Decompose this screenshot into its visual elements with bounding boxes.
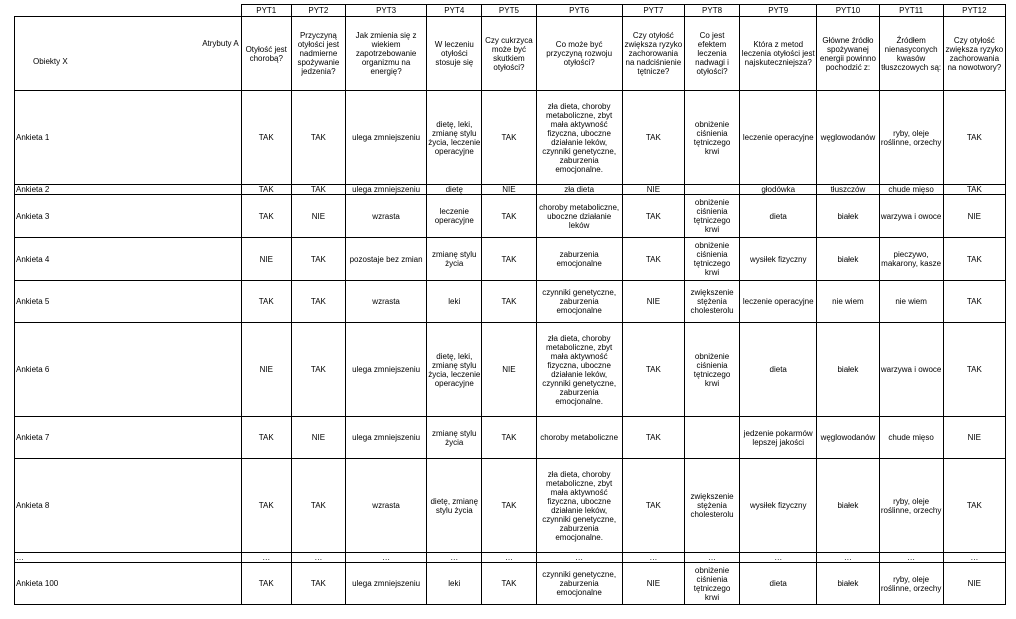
answer-cell: TAK	[622, 91, 684, 185]
answer-cell: białek	[817, 238, 879, 281]
answer-cell: NIE	[622, 563, 684, 605]
answer-cell: NIE	[943, 563, 1005, 605]
column-header-8: PYT8	[684, 5, 739, 17]
question-cell-5: Czy cukrzyca może być skutkiem otyłości?	[482, 17, 536, 91]
survey-table	[14, 4, 1006, 605]
table-row	[15, 281, 1006, 323]
question-row	[15, 17, 1006, 91]
answer-cell: dietę	[427, 185, 482, 195]
answer-cell: pozostaje bez zmian	[345, 238, 426, 281]
answer-cell: TAK	[943, 91, 1005, 185]
table-row	[15, 459, 1006, 553]
question-cell-10: Główne źródło spożywanej energii powinno pochodzić z:	[817, 17, 879, 91]
column-header-4: PYT4	[427, 5, 482, 17]
answer-cell: …	[536, 553, 622, 563]
answer-cell: TAK	[622, 417, 684, 459]
corner-cell	[15, 17, 242, 91]
answer-cell: NIE	[943, 417, 1005, 459]
answer-cell: …	[241, 553, 291, 563]
answer-cell: białek	[817, 563, 879, 605]
column-header-11: PYT11	[879, 5, 943, 17]
answer-cell: ulega zmniejszeniu	[345, 91, 426, 185]
answer-cell: TAK	[622, 459, 684, 553]
row-label: Ankieta 5	[15, 281, 242, 323]
answer-cell: dietę, leki, zmianę stylu życia, leczenie operacyjne	[427, 91, 482, 185]
column-header-9: PYT9	[740, 5, 817, 17]
answer-cell	[684, 185, 739, 195]
answer-cell: wzrasta	[345, 281, 426, 323]
answer-cell: …	[622, 553, 684, 563]
column-header-row	[15, 5, 1006, 17]
answer-cell: …	[482, 553, 536, 563]
answer-cell: białek	[817, 323, 879, 417]
answer-cell: choroby metaboliczne	[536, 417, 622, 459]
answer-cell: TAK	[291, 281, 345, 323]
answer-cell: …	[943, 553, 1005, 563]
answer-cell: zła dieta, choroby metaboliczne, zbyt mała aktywność fizyczna, uboczne działanie leków, czynniki genetyczne, zaburzenia emocjonalne.	[536, 91, 622, 185]
answer-cell: wzrasta	[345, 195, 426, 238]
row-label: Ankieta 4	[15, 238, 242, 281]
row-label: Ankieta 7	[15, 417, 242, 459]
answer-cell: TAK	[241, 281, 291, 323]
table-row	[15, 195, 1006, 238]
answer-cell: TAK	[241, 195, 291, 238]
answer-cell: …	[427, 553, 482, 563]
answer-cell: czynniki genetyczne, zaburzenia emocjonalne	[536, 563, 622, 605]
row-label: Ankieta 100	[15, 563, 242, 605]
answer-cell: TAK	[622, 195, 684, 238]
table-row	[15, 91, 1006, 185]
answer-cell: TAK	[241, 185, 291, 195]
row-label: Ankieta 6	[15, 323, 242, 417]
answer-cell: NIE	[482, 185, 536, 195]
answer-cell: choroby metaboliczne, uboczne działanie leków	[536, 195, 622, 238]
answer-cell: dietę, leki, zmianę stylu życia, leczenie operacyjne	[427, 323, 482, 417]
table-row	[15, 323, 1006, 417]
objects-label: Obiekty X	[33, 57, 68, 66]
column-header-2: PYT2	[291, 5, 345, 17]
answer-cell: ryby, oleje roślinne, orzechy	[879, 91, 943, 185]
answer-cell: zmianę stylu życia	[427, 238, 482, 281]
column-header-1: PYT1	[241, 5, 291, 17]
answer-cell: ulega zmniejszeniu	[345, 185, 426, 195]
column-header-6: PYT6	[536, 5, 622, 17]
question-cell-7: Czy otyłość zwiększa ryzyko zachorowania na nadciśnienie tętnicze?	[622, 17, 684, 91]
answer-cell: TAK	[241, 459, 291, 553]
answer-cell: …	[740, 553, 817, 563]
answer-cell: TAK	[241, 563, 291, 605]
row-label: Ankieta 3	[15, 195, 242, 238]
answer-cell: …	[291, 553, 345, 563]
answer-cell: dieta	[740, 195, 817, 238]
answer-cell: TAK	[241, 417, 291, 459]
answer-cell: TAK	[943, 459, 1005, 553]
table-row	[15, 417, 1006, 459]
question-cell-12: Czy otyłość zwiększa ryzyko zachorowania na nowotwory?	[943, 17, 1005, 91]
answer-cell: TAK	[291, 323, 345, 417]
table-row	[15, 238, 1006, 281]
answer-cell: ulega zmniejszeniu	[345, 563, 426, 605]
answer-cell: NIE	[482, 323, 536, 417]
answer-cell: głodówka	[740, 185, 817, 195]
question-cell-2: Przyczyną otyłości jest nadmierne spożywanie jedzenia?	[291, 17, 345, 91]
answer-cell: białek	[817, 195, 879, 238]
answer-cell: leczenie operacyjne	[740, 281, 817, 323]
answer-cell: zwiększenie stężenia cholesterolu	[684, 281, 739, 323]
answer-cell: TAK	[482, 238, 536, 281]
answer-cell: leczenie operacyjne	[427, 195, 482, 238]
answer-cell: TAK	[943, 238, 1005, 281]
answer-cell: leki	[427, 563, 482, 605]
answer-cell: TAK	[482, 563, 536, 605]
answer-cell: wzrasta	[345, 459, 426, 553]
answer-cell: ulega zmniejszeniu	[345, 417, 426, 459]
answer-cell: nie wiem	[817, 281, 879, 323]
answer-cell: NIE	[241, 323, 291, 417]
answer-cell: obniżenie ciśnienia tętniczego krwi	[684, 195, 739, 238]
answer-cell: NIE	[241, 238, 291, 281]
answer-cell: …	[684, 553, 739, 563]
row-label: Ankieta 8	[15, 459, 242, 553]
answer-cell: dieta	[740, 323, 817, 417]
answer-cell: wysiłek fizyczny	[740, 459, 817, 553]
answer-cell: TAK	[291, 185, 345, 195]
corner-top	[15, 5, 242, 17]
answer-cell: zła dieta	[536, 185, 622, 195]
column-header-3: PYT3	[345, 5, 426, 17]
answer-cell: leczenie operacyjne	[740, 91, 817, 185]
answer-cell: obniżenie ciśnienia tętniczego krwi	[684, 238, 739, 281]
column-header-7: PYT7	[622, 5, 684, 17]
answer-cell: TAK	[291, 563, 345, 605]
question-cell-11: Źródłem nienasyconych kwasów tłuszczowych są:	[879, 17, 943, 91]
answer-cell: chude mięso	[879, 417, 943, 459]
answer-cell: …	[879, 553, 943, 563]
answer-cell: węglowodanów	[817, 91, 879, 185]
answer-cell: TAK	[482, 91, 536, 185]
answer-cell: TAK	[622, 323, 684, 417]
question-cell-8: Co jest efektem leczenia nadwagi i otyłości?	[684, 17, 739, 91]
question-cell-9: Która z metod leczenia otyłości jest najskuteczniejsza?	[740, 17, 817, 91]
question-cell-4: W leczeniu otyłości stosuje się	[427, 17, 482, 91]
answer-cell: obniżenie ciśnienia tętniczego krwi	[684, 563, 739, 605]
question-cell-6: Co może być przyczyną rozwoju otyłości?	[536, 17, 622, 91]
answer-cell: ulega zmniejszeniu	[345, 323, 426, 417]
attributes-label: Atrybuty A	[202, 39, 239, 48]
row-label: Ankieta 2	[15, 185, 242, 195]
answer-cell: NIE	[622, 185, 684, 195]
row-label: …	[15, 553, 242, 563]
answer-cell: …	[345, 553, 426, 563]
table-row	[15, 185, 1006, 195]
table-row	[15, 563, 1006, 605]
answer-cell: czynniki genetyczne, zaburzenia emocjonalne	[536, 281, 622, 323]
answer-cell: leki	[427, 281, 482, 323]
answer-cell: TAK	[291, 238, 345, 281]
answer-cell: dieta	[740, 563, 817, 605]
answer-cell: TAK	[622, 238, 684, 281]
column-header-12: PYT12	[943, 5, 1005, 17]
column-header-10: PYT10	[817, 5, 879, 17]
answer-cell	[684, 417, 739, 459]
answer-cell: obniżenie ciśnienia tętniczego krwi	[684, 323, 739, 417]
answer-cell: chude mięso	[879, 185, 943, 195]
question-cell-3: Jak zmienia się z wiekiem zapotrzebowanie organizmu na energię?	[345, 17, 426, 91]
answer-cell: TAK	[241, 91, 291, 185]
answer-cell: warzywa i owoce	[879, 195, 943, 238]
answer-cell: TAK	[943, 323, 1005, 417]
answer-cell: NIE	[291, 417, 345, 459]
question-cell-1: Otyłość jest chorobą?	[241, 17, 291, 91]
answer-cell: zła dieta, choroby metaboliczne, zbyt mała aktywność fizyczna, uboczne działanie leków, czynniki genetyczne, zaburzenia emocjonalne.	[536, 459, 622, 553]
answer-cell: TAK	[943, 281, 1005, 323]
answer-cell: TAK	[291, 459, 345, 553]
answer-cell: pieczywo, makarony, kasze	[879, 238, 943, 281]
answer-cell: TAK	[482, 195, 536, 238]
answer-cell: zaburzenia emocjonalne	[536, 238, 622, 281]
answer-cell: NIE	[291, 195, 345, 238]
answer-cell: TAK	[482, 417, 536, 459]
answer-cell: dietę, zmianę stylu życia	[427, 459, 482, 553]
answer-cell: …	[817, 553, 879, 563]
table-row	[15, 553, 1006, 563]
answer-cell: jedzenie pokarmów lepszej jakości	[740, 417, 817, 459]
answer-cell: zmianę stylu życia	[427, 417, 482, 459]
answer-cell: obniżenie ciśnienia tętniczego krwi	[684, 91, 739, 185]
answer-cell: ryby, oleje roślinne, orzechy	[879, 459, 943, 553]
answer-cell: nie wiem	[879, 281, 943, 323]
answer-cell: zła dieta, choroby metaboliczne, zbyt mała aktywność fizyczna, uboczne działanie leków, czynniki genetyczne, zaburzenia emocjonalne.	[536, 323, 622, 417]
answer-cell: NIE	[943, 195, 1005, 238]
answer-cell: warzywa i owoce	[879, 323, 943, 417]
answer-cell: TAK	[482, 281, 536, 323]
answer-cell: wysiłek fizyczny	[740, 238, 817, 281]
answer-cell: NIE	[622, 281, 684, 323]
answer-cell: zwiększenie stężenia cholesterolu	[684, 459, 739, 553]
answer-cell: węglowodanów	[817, 417, 879, 459]
row-label: Ankieta 1	[15, 91, 242, 185]
answer-cell: ryby, oleje roślinne, orzechy	[879, 563, 943, 605]
answer-cell: TAK	[291, 91, 345, 185]
answer-cell: TAK	[943, 185, 1005, 195]
answer-cell: tłuszczów	[817, 185, 879, 195]
column-header-5: PYT5	[482, 5, 536, 17]
answer-cell: TAK	[482, 459, 536, 553]
answer-cell: białek	[817, 459, 879, 553]
